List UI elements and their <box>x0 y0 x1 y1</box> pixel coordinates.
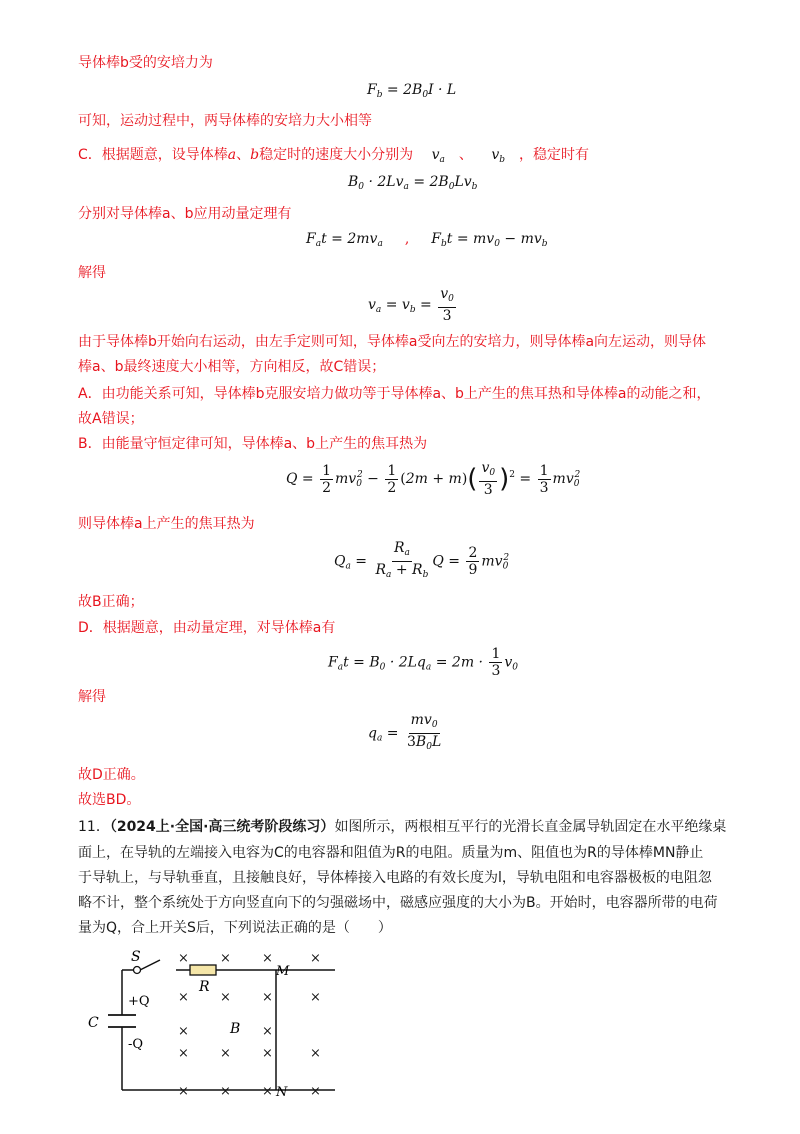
text-line-c: C．根据题意，设导体棒a、b稳定时的速度大小分别为 $v_a$ 、 $v_b$ ，稳定时有 <box>78 147 589 165</box>
field-cross: × <box>220 990 231 1005</box>
question-line: 略不计，整个系统处于方向竖直向下的匀强磁场中，磁感应强度的大小为B。开始时，电容器所带的电荷 <box>78 895 718 911</box>
text-line: 故B正确； <box>78 594 144 610</box>
text-line: 分别对导体棒a、b应用动量定理有 <box>78 206 292 222</box>
circuit-diagram <box>80 945 360 1100</box>
field-cross: × <box>310 990 321 1005</box>
question-line: 面上，在导轨的左端接入电容为C的电容器和阻值为R的电阻。质量为m、阻值也为R的导体棒MN静止 <box>78 845 704 861</box>
equation-velocity: $v_a = v_b$ = $\frac{v_0}{3}$ <box>368 286 454 324</box>
field-cross: × <box>178 1046 189 1061</box>
equation-steady: $B_0 \cdot 2Lv_a = 2B_0Lv_b$ <box>348 174 478 192</box>
text-line: D．根据题意，由动量定理，对导体棒a有 <box>78 620 336 636</box>
text-line: 导体棒b受的安培力为 <box>78 55 213 71</box>
field-cross: × <box>310 951 321 966</box>
text-line: 解得 <box>78 689 106 705</box>
field-cross: × <box>262 1084 273 1099</box>
text-line: 故A错误； <box>78 411 144 427</box>
text-line: 则导体棒a上产生的焦耳热为 <box>78 516 255 532</box>
text-line: 由于导体棒b开始向右运动，由左手定则可知，导体棒a受向左的安培力，则导体棒a向左运动，则导体 <box>78 334 707 350</box>
m-label: M <box>276 964 290 979</box>
text-line: 棒a、b最终速度大小相等，方向相反，故C错误； <box>78 359 386 375</box>
plus-q-label: +Q <box>128 994 150 1009</box>
text-line: 故D正确。 <box>78 767 145 783</box>
resistor <box>190 965 216 975</box>
field-cross: × <box>310 1084 321 1099</box>
field-cross: × <box>262 951 273 966</box>
field-cross: × <box>262 1024 273 1039</box>
field-cross: × <box>220 1046 231 1061</box>
minus-q-label: -Q <box>128 1037 144 1052</box>
field-cross: × <box>262 990 273 1005</box>
question-line: 量为Q，合上开关S后，下列说法正确的是（ ） <box>78 920 392 936</box>
field-cross: × <box>262 1046 273 1061</box>
field-cross: × <box>220 1084 231 1099</box>
equation-heat-a: $Q_a$ = $\frac{R_a}{R_a + R_b}$ Q = $\frac{2}{9}$ $mv_0^2$ <box>334 540 510 580</box>
equation-charge: $q_a$ = $\frac{mv_0}{3B_0L}$ <box>368 712 442 752</box>
equation-fb: $F_b = 2B_0I \cdot L$ <box>367 82 457 100</box>
capacitor-label: C <box>88 1015 99 1031</box>
text-line: A．由功能关系可知，导体棒b克服安培力做功等于导体棒a、b上产生的焦耳热和导体棒a的动能之和， <box>78 386 711 402</box>
equation-momentum: $F_at = 2mv_a$ , $F_bt = mv_0 - mv_b$ <box>306 231 548 249</box>
equation-charge-momentum: $F_at = B_0 \cdot 2Lq_a = 2m$ · $\frac{1}{3}$ $v_0$ <box>328 646 519 679</box>
equation-heat-total: Q = $\frac{1}{2}$ $mv_0^2$ − $\frac{1}{2}$ (2m + m)( $\frac{v_0}{3}$ )$^2$ = $\frac{1}{3}$ $mv_0^2$ <box>286 460 581 498</box>
resistor-label: R <box>199 979 210 995</box>
text-line: 可知，运动过程中，两导体棒的安培力大小相等 <box>78 113 372 129</box>
question-line-1: 11．（2024上·全国·高三统考阶段练习）如图所示，两根相互平行的光滑长直金属导轨固定在水平绝缘桌 <box>78 819 727 835</box>
field-label: B <box>230 1021 241 1037</box>
text-line: 故选BD。 <box>78 792 141 808</box>
switch-pivot <box>134 967 141 974</box>
field-cross: × <box>178 990 189 1005</box>
field-cross: × <box>178 1024 189 1039</box>
field-cross: × <box>310 1046 321 1061</box>
text-line: B．由能量守恒定律可知，导体棒a、b上产生的焦耳热为 <box>78 436 428 452</box>
switch-label: S <box>131 949 141 965</box>
text-line: 解得 <box>78 265 106 281</box>
field-cross: × <box>220 951 231 966</box>
field-cross: × <box>178 951 189 966</box>
field-cross: × <box>178 1084 189 1099</box>
question-line: 于导轨上，与导轨垂直，且接触良好，导体棒接入电路的有效长度为l，导轨电阻和电容器极板的电阻忽 <box>78 870 712 886</box>
n-label: N <box>276 1085 288 1100</box>
